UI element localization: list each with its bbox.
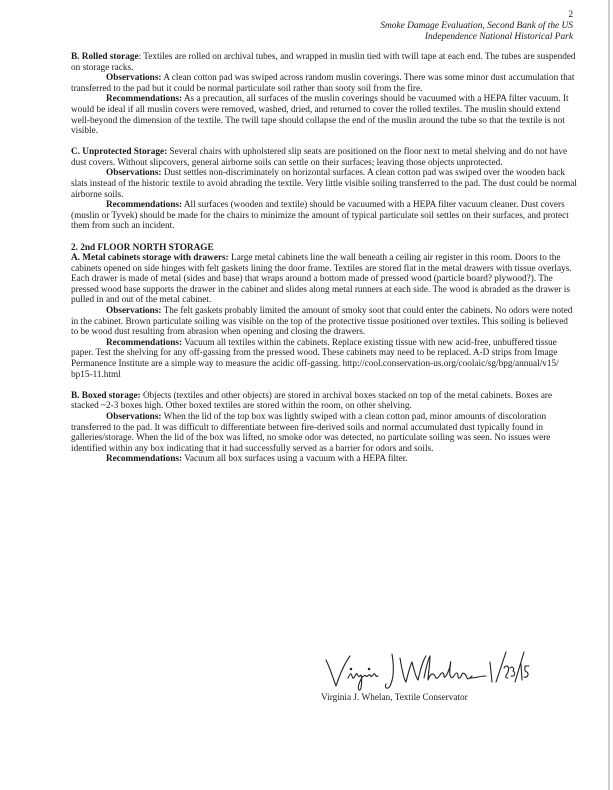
- paragraph-label: Recommendations:: [106, 337, 183, 348]
- paragraph-text: Objects (textiles and other objects) are stored in archival boxes stacked on top of the metal cabinets. Boxes are stacked ~2-3 boxes high. Other boxed textiles are stored within the room, on other shelving.: [71, 390, 553, 412]
- paragraph-text: Dust settles non-discriminately on horizontal surfaces. A clean cotton pad was swiped over the wooden back slats instead of the historic textile to avoid abrading the textile. Very little visible soiling transferred to the pad. The dust could be normal airborne soils.: [71, 168, 577, 200]
- paragraph-text: Large metal cabinets line the wall beneath a ceiling air register in this room. Doors to the cabinets opened on side hinges with felt gaskets lining the door frame. Textiles are stored flat in the metal drawers with tissue overlays. Each drawer is made of metal (sides and base) that wraps around a bottom made of pressed wood (particle board? plywood?). The pressed wood base supports the drawer in the cabinet and slides along metal runners at each side. The wood is abraded as the drawer is pulled in and out of the metal cabinet.: [71, 253, 572, 306]
- paragraph-label: C. Unprotected Storage:: [71, 147, 168, 158]
- paragraph-text: A clean cotton pad was swiped across random muslin coverings. There was some minor dust accumulation that transferred to the pad but it could be normal particulate soil rather than sooty soil from the fire.: [71, 73, 575, 94]
- paragraph-label: Observations:: [106, 411, 162, 422]
- report-paragraph: [71, 73, 577, 94]
- section-heading: 2. 2nd FLOOR NORTH STORAGE: [71, 242, 214, 253]
- report-paragraph: [71, 94, 577, 136]
- report-paragraph: [71, 338, 577, 380]
- header-title: Smoke Damage Evaluation, Second Bank of the US: [380, 21, 573, 31]
- paragraph-text: When the lid of the top box was lightly swiped with a clean cotton pad, minor amounts of discoloration transferred to the pad. It was difficult to differentiate between fire-derived soils and normal accumulated dust typically found in galleries/storage. When the lid of the box was lifted, no smoke odor was detected, no particulate soiling was seen. No issues were identified within any box indicating that it had successfully served as a barrier for odors and soils.: [71, 411, 551, 454]
- report-paragraph: [71, 412, 577, 454]
- report-section: [71, 52, 577, 137]
- report-paragraph: [71, 454, 577, 465]
- label-separator: :: [138, 52, 144, 62]
- page-number: 2: [568, 10, 573, 20]
- paragraph-label: Observations:: [106, 168, 162, 179]
- paragraph-text: Vacuum all textiles within the cabinets. Replace existing tissue with new acid-free, unbuffered tissue paper. Test the shelving for any off-gassing from the pressed wood. These cabinets may need to be replaced. A-D strips from Image Permanence Institute are a simple way to measure the acidic off-gassing. http://cool.conservation-us.org/coolaic/sg/bpg/annual/v15/ bp15-11.html: [71, 337, 559, 380]
- report-paragraph: [71, 391, 577, 412]
- paragraph-label: Observations:: [106, 306, 162, 317]
- paragraph-text: Several chairs with upholstered slip seats are positioned on the floor next to metal shelving and do not have dust covers. Without slipcovers, general airborne soils can settle on their surfaces; leaving those objects unprotected.: [71, 147, 568, 168]
- report-paragraph: [71, 200, 577, 232]
- report-paragraph: [71, 253, 577, 306]
- report-section: [71, 243, 577, 381]
- paragraph-label: A. Metal cabinets storage with drawers:: [71, 253, 229, 264]
- paragraph-text: As a precaution, all surfaces of the muslin coverings should be vacuumed with a HEPA filter vacuum. It would be ideal if all muslin covers were removed, washed, dried, and returned to cover the rolled textiles. The muslin should extend well-beyond the dimension of the textile. The twill tape should collapse the end of the muslin around the tube so that the textile is not visible.: [71, 94, 569, 137]
- header-subtitle: Independence National Historical Park: [424, 32, 573, 42]
- report-paragraph: [71, 306, 577, 338]
- report-section: [71, 391, 577, 465]
- running-header: [380, 10, 573, 43]
- report-paragraph: [71, 147, 577, 168]
- document-body: [71, 52, 577, 475]
- report-section: [71, 147, 577, 232]
- paragraph-text: The felt gaskets probably limited the amount of smoky soot that could enter the cabinets. No odors were noted in the cabinet. Brown particulate soiling was visible on the top of the protective tissue positioned over textiles. This soiling is believed to be wood dust resulting from abrasion when opening and closing the drawers.: [71, 306, 573, 338]
- paragraph-label: Observations:: [106, 73, 162, 84]
- paragraph-label: Recommendations:: [106, 454, 183, 465]
- handwritten-signature: [320, 638, 530, 694]
- paragraph-text: Textiles are rolled on archival tubes, and wrapped in muslin tied with twill tape at each end. The tubes are suspended on storage racks.: [71, 52, 576, 73]
- report-paragraph: [71, 52, 577, 73]
- paragraph-label: Recommendations:: [106, 200, 183, 211]
- paragraph-label: B. Rolled storage: [71, 52, 139, 62]
- scan-edge: [608, 0, 610, 790]
- paragraph-text: All surfaces (wooden and textile) should be vacuumed with a HEPA filter vacuum cleaner. Dust covers (muslin or Tyvek) should be made for the chairs to minimize the amount of typical particulate soil settles on their surfaces, and protect them from such an incident.: [71, 200, 569, 232]
- paragraph-label: Recommendations:: [106, 94, 183, 105]
- signature-caption: Virginia J. Whelan, Textile Conservator: [321, 693, 468, 703]
- paragraph-text: Vacuum all box surfaces using a vacuum with a HEPA filter.: [184, 454, 408, 465]
- signature-image: [320, 638, 530, 694]
- report-paragraph: [71, 168, 577, 200]
- paragraph-label: B. Boxed storage:: [71, 390, 141, 401]
